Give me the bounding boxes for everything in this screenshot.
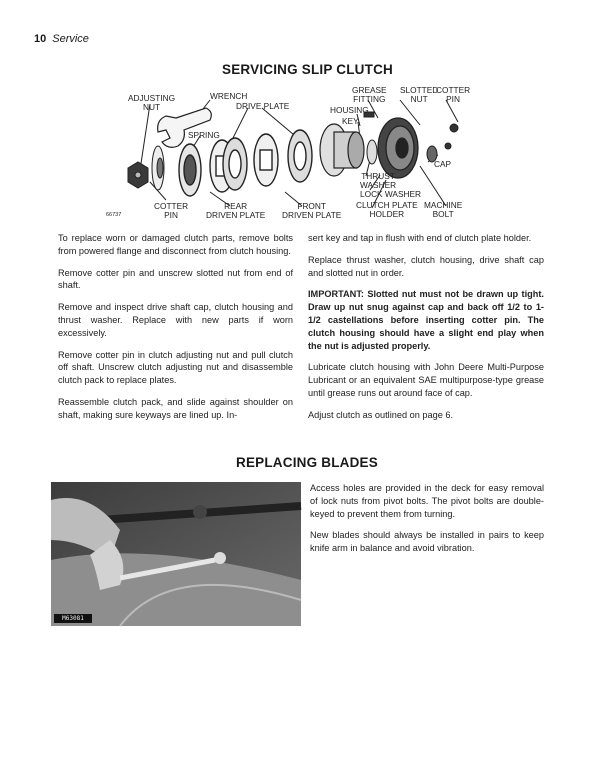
section-name: Service: [52, 33, 89, 45]
paragraph: Remove cotter pin in clutch adjusting nut and pull clutch off shaft. Unscrew clutch adjusting nut and disassemble clutch pack to replace plates.: [58, 349, 293, 386]
label-spring: SPRING: [188, 130, 220, 140]
label-rear-driven-plate: REAR DRIVEN PLATE: [206, 201, 266, 220]
paragraph: Remove cotter pin and unscrew slotted nut from end of shaft.: [58, 267, 293, 291]
label-grease-fitting: GREASE FITTING: [352, 85, 387, 104]
photo-id-label: M63081: [54, 614, 92, 623]
clutch-title: SERVICING SLIP CLUTCH: [222, 62, 393, 77]
label-key: KEY: [342, 116, 359, 126]
label-housing: HOUSING: [330, 105, 369, 115]
label-front-driven-plate: FRONT DRIVEN PLATE: [282, 201, 342, 220]
label-cotter-pin-2: COTTER PIN: [436, 85, 471, 104]
paragraph: Remove and inspect drive shaft cap, clutch housing and thrust washer. Replace with new parts if worn excessively.: [58, 302, 293, 338]
page-number: 10: [34, 33, 47, 45]
paragraph: sert key and tap in flush with end of clutch plate holder.: [308, 233, 532, 243]
paragraph: New blades should always be installed in pairs to keep knife arm in balance and avoid vibration.: [310, 530, 544, 554]
paragraph: Replace thrust washer, clutch housing, drive shaft cap and slotted nut in order.: [308, 254, 544, 278]
label-wrench: WRENCH: [210, 91, 248, 101]
paragraph: Access holes are provided in the deck for easy removal of lock nuts from pivot bolts. The pivot bolts are double-keyed to prevent them from turning.: [310, 483, 544, 519]
important-note: IMPORTANT: Slotted nut must not be drawn up tight. Draw up nut snug against cap and back off 1/2 to 1-1/2 castellations before inserting cotter pin. The clutch housing should have a slight end play when the nut is adjusted properly.: [308, 289, 544, 351]
paragraph: Reassemble clutch pack, and slide against shoulder on shaft, making sure keyways are lined up. In-: [58, 396, 293, 420]
label-adjusting-nut: ADJUSTING NUT: [128, 93, 176, 112]
label-cap: CAP: [434, 159, 452, 169]
paragraph: To replace worn or damaged clutch parts, remove bolts from powered flange and disconnect from clutch housing.: [58, 233, 293, 256]
label-slotted-nut: SLOTTED NUT: [400, 85, 439, 104]
paragraph: Lubricate clutch housing with John Deere Multi-Purpose Lubricant or an equivalent SAE multipurpose-type grease until grease runs out around face of cap.: [308, 362, 544, 398]
label-clutch-plate-holder: CLUTCH PLATE HOLDER: [356, 200, 418, 219]
label-thrust-washer: THRUST WASHER: [360, 171, 397, 190]
figure-id: 66737: [106, 212, 122, 218]
blades-column: [310, 482, 544, 564]
paragraph: Adjust clutch as outlined on page 6.: [308, 409, 454, 420]
blades-title: REPLACING BLADES: [236, 455, 378, 470]
label-machine-bolt: MACHINE BOLT: [424, 200, 463, 219]
label-cotter-pin: COTTER PIN: [154, 201, 189, 220]
label-lock-washer: LOCK WASHER: [360, 189, 422, 199]
label-drive-plate: DRIVE PLATE: [236, 101, 290, 111]
